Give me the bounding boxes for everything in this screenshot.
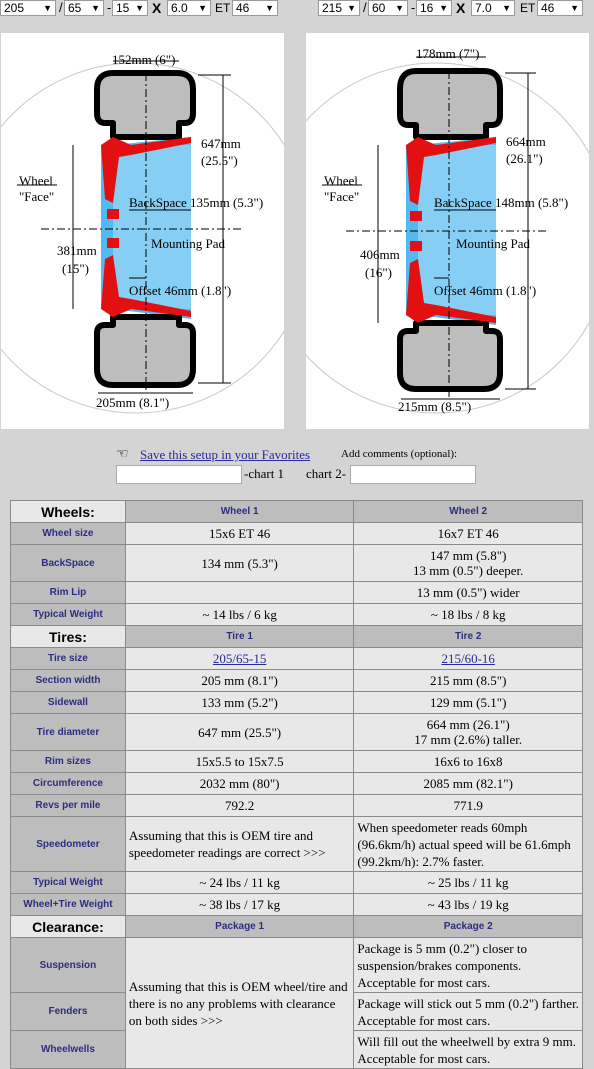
- chevron-down-icon: ▼: [43, 3, 52, 13]
- row-label: Fenders: [11, 993, 126, 1031]
- cell-value: ~ 18 lbs / 8 kg: [354, 604, 583, 626]
- rim-diameter-in-label: (15"): [62, 261, 89, 276]
- et-label: ET: [520, 1, 536, 15]
- tire-diameter-mm-label: 647mm: [201, 136, 241, 151]
- clearance-section-title: Clearance:: [11, 916, 126, 938]
- rim-diameter-mm-label: 381mm: [57, 243, 97, 258]
- cell-value: [354, 648, 583, 670]
- dash-separator: -: [411, 0, 416, 15]
- wheel-label: Wheel: [324, 173, 358, 188]
- offset-label: Offset 46mm (1.8"): [434, 283, 537, 298]
- row-label: Suspension: [11, 938, 126, 993]
- wheel1-header: Wheel 1: [125, 501, 354, 523]
- chevron-down-icon: ▼: [395, 3, 404, 13]
- table-row: [11, 872, 583, 894]
- chevron-down-icon: ▼: [570, 3, 579, 13]
- offset-select-2[interactable]: [537, 0, 583, 16]
- cell-value: 205 mm (8.1"): [125, 670, 354, 692]
- chart1-comment-input[interactable]: [116, 465, 242, 484]
- tire2-header: Tire 2: [354, 626, 583, 648]
- row-label: Sidewall: [11, 692, 126, 714]
- bottom-width-label: 205mm (8.1"): [96, 395, 170, 410]
- cell-value: 2032 mm (80"): [125, 773, 354, 795]
- row-label: Revs per mile: [11, 795, 126, 817]
- offset-label: Offset 46mm (1.8"): [129, 283, 232, 298]
- row-label: Section width: [11, 670, 126, 692]
- table-row: [11, 795, 583, 817]
- cell-text: When speedometer reads 60mph (96.6km/h) actual speed will be 61.6mph (99.2km/h): 2.7% faster.: [354, 817, 583, 872]
- row-label: Speedometer: [11, 817, 126, 872]
- slash-separator: /: [59, 0, 63, 15]
- table-row: [11, 751, 583, 773]
- row-label: Wheel+Tire Weight: [11, 894, 126, 916]
- cell-value: 792.2: [125, 795, 354, 817]
- cell-value: 647 mm (25.5"): [125, 714, 354, 751]
- cell-value: [354, 714, 583, 751]
- wheel-label: Wheel: [19, 173, 53, 188]
- rim-width-select-1[interactable]: [167, 0, 211, 16]
- cell-text: Package is 5 mm (0.2") closer to suspension/brakes components. Acceptable for most cars.: [354, 938, 583, 993]
- cell-value: 2085 mm (82.1"): [354, 773, 583, 795]
- table-row: [11, 817, 583, 872]
- tire-diameter-in-label: (26.1"): [506, 151, 543, 166]
- rim-width-value: 6.0: [171, 1, 188, 15]
- table-row: [11, 523, 583, 545]
- dash-separator: -: [107, 0, 112, 15]
- chevron-down-icon: ▼: [198, 3, 207, 13]
- slash-separator: /: [363, 0, 367, 15]
- cell-value: 15x6 ET 46: [125, 523, 354, 545]
- table-row: [11, 648, 583, 670]
- cell-value: ~ 38 lbs / 17 kg: [125, 894, 354, 916]
- row-label: Wheel size: [11, 523, 126, 545]
- tire-profile-value: 60: [372, 1, 386, 15]
- rim-diameter-select-2[interactable]: [416, 0, 452, 16]
- cell-line: 17 mm (2.6%) taller.: [414, 732, 523, 747]
- cell-value: 771.9: [354, 795, 583, 817]
- offset-value: 46: [541, 1, 555, 15]
- x-separator: X: [152, 0, 162, 16]
- rim-diameter-in-label: (16"): [365, 265, 392, 280]
- row-label: Typical Weight: [11, 872, 126, 894]
- backspace-label: BackSpace 135mm (5.3"): [129, 195, 264, 210]
- row-label: Rim Lip: [11, 582, 126, 604]
- rim-width-value: 7.0: [475, 1, 492, 15]
- tire-profile-select-2[interactable]: [368, 0, 408, 16]
- mounting-pad-label: Mounting Pad: [151, 236, 226, 251]
- row-label: Circumference: [11, 773, 126, 795]
- cell-line: 147 mm (5.8"): [429, 548, 507, 563]
- et-label: ET: [215, 1, 231, 15]
- chevron-down-icon: ▼: [347, 3, 356, 13]
- wheel-diagram-1: [1, 33, 284, 429]
- backspace-label: BackSpace 148mm (5.8"): [434, 195, 569, 210]
- cell-text: Will fill out the wheelwell by extra 9 mm. Acceptable for most cars.: [354, 1031, 583, 1069]
- tire-width-value: 215: [322, 1, 343, 15]
- row-label: Wheelwells: [11, 1031, 126, 1069]
- cell-value: [125, 648, 354, 670]
- tire-profile-select-1[interactable]: [64, 0, 104, 16]
- cell-value: 129 mm (5.1"): [354, 692, 583, 714]
- chevron-down-icon: ▼: [91, 3, 100, 13]
- chevron-down-icon: ▼: [265, 3, 274, 13]
- table-row: [11, 545, 583, 582]
- cell-value: ~ 25 lbs / 11 kg: [354, 872, 583, 894]
- table-row: [11, 938, 583, 993]
- table-row: [11, 692, 583, 714]
- chevron-down-icon: ▼: [502, 3, 511, 13]
- wheel2-header: Wheel 2: [354, 501, 583, 523]
- cell-line: 664 mm (26.1"): [426, 717, 510, 732]
- wheels-header-row: [11, 501, 583, 523]
- chart1-label: -chart 1: [244, 466, 285, 481]
- tire-selector-bar: [0, 0, 594, 18]
- tire-diameter-in-label: (25.5"): [201, 153, 238, 168]
- tire-profile-value: 65: [68, 1, 82, 15]
- cell-value: ~ 43 lbs / 19 kg: [354, 894, 583, 916]
- rim-diameter-value: 15: [116, 1, 130, 15]
- rim-diameter-value: 16: [420, 1, 434, 15]
- cell-value: 13 mm (0.5") wider: [354, 582, 583, 604]
- chart2-comment-input[interactable]: [350, 465, 476, 484]
- table-row: [11, 714, 583, 751]
- cell-value: 15x5.5 to 15x7.5: [125, 751, 354, 773]
- tire-width-select-2[interactable]: [318, 0, 360, 16]
- comparison-table: [10, 500, 583, 1069]
- chevron-down-icon: ▼: [439, 3, 448, 13]
- cell-text: Assuming that this is OEM wheel/tire and there is no any problems with clearance on both sides >>>: [125, 938, 354, 1069]
- offset-select-1[interactable]: [232, 0, 278, 16]
- chart2-label: chart 2-: [306, 466, 347, 481]
- package2-header: Package 2: [354, 916, 583, 938]
- rim-diameter-mm-label: 406mm: [360, 247, 400, 262]
- cell-line: 13 mm (0.5") deeper.: [413, 563, 524, 578]
- bottom-width-label: 215mm (8.5"): [398, 399, 472, 414]
- wheel-cross-section-2: [306, 33, 589, 429]
- save-favorites-link[interactable]: Save this setup in your Favorites: [140, 447, 311, 462]
- tire-size-link-1[interactable]: 205/65-15: [212, 651, 267, 666]
- wheel-diagram-2: [306, 33, 589, 429]
- table-row: [11, 773, 583, 795]
- cell-value: ~ 14 lbs / 6 kg: [125, 604, 354, 626]
- cell-value: 16x7 ET 46: [354, 523, 583, 545]
- cell-text: Package will stick out 5 mm (0.2") farther. Acceptable for most cars.: [354, 993, 583, 1031]
- row-label: Tire size: [11, 648, 126, 670]
- offset-value: 46: [236, 1, 250, 15]
- table-row: [11, 582, 583, 604]
- tire-width-select-1[interactable]: [0, 0, 56, 16]
- pointing-hand-icon: ☜: [116, 447, 129, 462]
- row-label: Typical Weight: [11, 604, 126, 626]
- row-label: Rim sizes: [11, 751, 126, 773]
- face-label: "Face": [19, 189, 55, 204]
- table-row: [11, 894, 583, 916]
- table-row: [11, 604, 583, 626]
- top-width-label: 152mm (6"): [112, 52, 176, 67]
- save-setup-row: [0, 445, 594, 490]
- tire-diameter-mm-label: 664mm: [506, 134, 546, 149]
- face-label: "Face": [324, 189, 360, 204]
- cell-value: 16x6 to 16x8: [354, 751, 583, 773]
- top-width-label: 178mm (7"): [416, 46, 480, 61]
- cell-value: 134 mm (5.3"): [125, 545, 354, 582]
- cell-value: [354, 545, 583, 582]
- clearance-header-row: [11, 916, 583, 938]
- cell-value: [125, 582, 354, 604]
- row-label: BackSpace: [11, 545, 126, 582]
- rim-diameter-select-1[interactable]: [112, 0, 148, 16]
- wheel-cross-section-1: [1, 33, 284, 429]
- table-row: [11, 670, 583, 692]
- cell-value: 133 mm (5.2"): [125, 692, 354, 714]
- tire-size-link-2[interactable]: 215/60-16: [441, 651, 495, 666]
- cell-value: 215 mm (8.5"): [354, 670, 583, 692]
- wheels-section-title: Wheels:: [11, 501, 126, 523]
- chevron-down-icon: ▼: [135, 3, 144, 13]
- tire1-header: Tire 1: [125, 626, 354, 648]
- tires-section-title: Tires:: [11, 626, 126, 648]
- tire-width-value: 205: [4, 1, 25, 15]
- package1-header: Package 1: [125, 916, 354, 938]
- tires-header-row: [11, 626, 583, 648]
- add-comments-label: Add comments (optional):: [341, 448, 458, 460]
- cell-value: ~ 24 lbs / 11 kg: [125, 872, 354, 894]
- rim-width-select-2[interactable]: [471, 0, 515, 16]
- cell-text: Assuming that this is OEM tire and speedometer readings are correct >>>: [125, 817, 354, 872]
- mounting-pad-label: Mounting Pad: [456, 236, 531, 251]
- row-label: Tire diameter: [11, 714, 126, 751]
- x-separator: X: [456, 0, 466, 16]
